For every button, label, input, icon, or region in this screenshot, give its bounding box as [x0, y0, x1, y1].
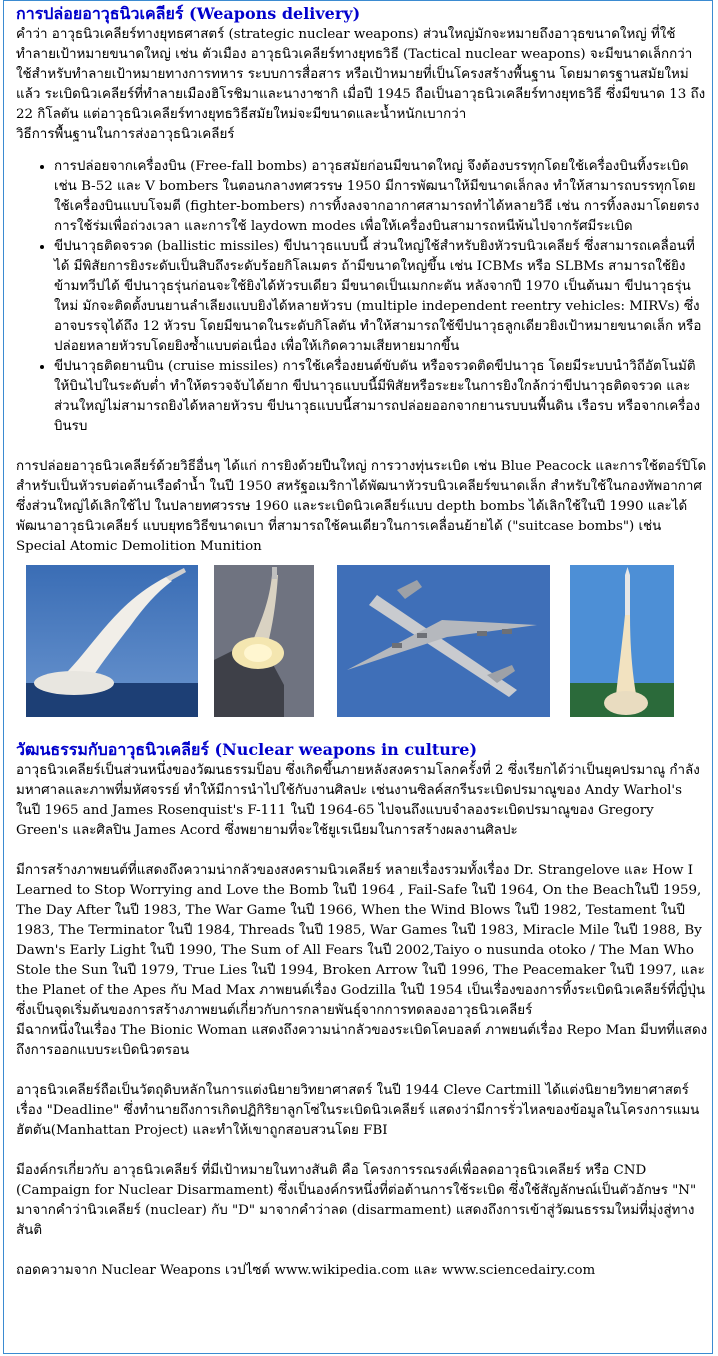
page-frame [3, 0, 713, 1354]
list-item-ballistic-missiles: • ขีปนาวุธติดจรวด (ballistic missiles) ขีปนาวุธแบบนี้ ส่วนใหญ่ใช้สำหรับยิงหัวรบนิวเคลียร์ ซึ่งสามารถเคลื่อนที่ได้ มีพิสัยการยิงระดับเป็นสิบถึงระดับร้อยกิโลเมตร ถ้ามีขนาดใหญ่ขึ้น เช่น ICBMs หรือ SLBMs สามารถใช้ยิงข้ามทวีปได้ ขีปนาวุธรุ่นก่อนจะใช้ยิงได้หัวรบเดียว มีขนาดเป็นเมกกะตัน หลังจากปี 1970 เป็นต้นมา ขีปนาวุธรุ่นใหม่ มักจะติดตั้งบนยานลำเลียงแบบยิงได้หลายหัวรบ (multiple independent reentry vehicles: MIRVs) ซึ่งอาจบรรจุได้ถึง 12 หัวรบ โดยมีขนาดในระดับกิโลตัน ทำให้สามารถใช้ขีปนาวุธลูกเดียวยิงเป้าหมายขนาดเล็ก หรือปล่อยหลายหัวรบโดยยิงซ้ำแบบต่อเนื่อง เพื่อให้เกิดความเสียหายมากขึ้น [54, 237, 710, 357]
other-delivery-methods: การปล่อยอาวุธนิวเคลียร์ด้วยวิธีอื่นๆ ได้แก่ การยิงด้วยปืนใหญ่ การวางทุ่นระเบิด เช่น Blue Peacock และการใช้ตอร์ปิโด สำหรับเป็นหัวรบต่อต้านเรือดำน้ำ ในปี 1950 สหรัฐอเมริกาได้พัฒนาหัวรบนิวเคลียร์ขนาดเล็ก สำหรับใช้ในกองทัพอากาศ ซึ่งส่วนใหญ่ได้เลิกใช้ไป ในปลายทศวรรษ 1960 และระเบิดนิวเคลียร์แบบ depth bombs ได้เลิกใช้ในปี 1990 และได้พัฒนาอาวุธนิวเคลียร์ แบบยุทธวิธีขนาดเบา ที่สามารถใช้คนเดียวในการเคลื่อนย้ายได้ ("suitcase bombs") เช่น Special Atomic Demolition Munition [16, 459, 707, 554]
culture-paragraph-films: มีการสร้างภาพยนต์ที่แสดงถึงความน่ากลัวของสงครามนิวเคลียร์ หลายเรื่องรวมทั้งเรื่อง Dr. Strangelove และ How I Learned to Stop Worrying and Love the Bomb ในปี 1964 , Fail-Safe ในปี 1964, On the Beachในปี 1959, The Day After ในปี 1983, The War Game ในปี 1966, When the Wind Blows ในปี 1982, Testament ในปี 1983, The Terminator ในปี 1984, Threads ในปี 1985, War Games ในปี 1983, Miracle Mile ในปี 1988, By Dawn's Early Light ในปี 1990, The Sum of All Fears ในปี 2002,Taiyo o nusunda otoko / The Man Who Stole the Sun ในปี 1979, True Lies ในปี 1994, Broken Arrow ในปี 1996, The Peacemaker ในปี 1997, และ the Planet of the Apes กับ Mad Max ภาพยนต์เรื่อง Godzilla ในปี 1954 เป็นเรื่องของการทิ้งระเบิดนิวเคลียร์ที่ญี่ปุ่น ซึ่งเป็นจุดเริ่มต้นของการสร้างภาพยนต์เกี่ยวกับการกลายพันธุ์จากการทดลองอาวุธนิวเคลียร์ [16, 863, 706, 1018]
weapons-delivery-intro: คำว่า อาวุธนิวเคลียร์ทางยุทธศาสตร์ (strategic nuclear weapons) ส่วนใหญ่มักจะหมายถึงอาวุธขนาดใหญ่ ที่ใช้ทำลายเป้าหมายขนาดใหญ่ เช่น ตัวเมือง อาวุธนิวเคลียร์ทางยุทธวิธี (Tactical nuclear weapons) จะมีขนาดเล็กกว่า ใช้สำหรับทำลายเป้าหมายทางการทหาร ระบบการสื่อสาร หรือเป้าหมายที่เป็นโครงสร้างพื้นฐาน โดยมาตรฐานสมัยใหม่แล้ว ระเบิดนิวเคลียร์ที่ทำลายเมืองฮิโรชิมาและนางาซากิ เมื่อปี 1945 ถือเป็นอาวุธนิวเคลียร์ทางยุทธวิธี ซึ่งมีขนาด 13 ถึง 22 กิโลตัน แต่อาวุธนิวเคลียร์ทางยุทธวิธีสมัยใหม่จะมีขนาดและน้ำหนักเบากว่า [16, 27, 706, 122]
culture-paragraph-cnd: มีองค์กรเกี่ยวกับ อาวุธนิวเคลียร์ ที่มีเป้าหมายในทางสันติ คือ โครงการรณรงค์เพื่อลดอาวุธนิวเคลียร์ หรือ CND (Campaign for Nuclear Disarmament) ซึ่งเป็นองค์กรหนึ่งที่ต่อต้านการใช้ระเบิด ซึ่งใช้สัญลักษณ์เป็นตัวอักษร "N" มาจากคำว่านิวเคลียร์ (nuclear) กับ "D" มาจากคำว่าลด (disarmament) แสดงถึงการเข้าสู่วัฒนธรรมใหม่ที่มุ่งสู่ทางสันติ [16, 1163, 697, 1238]
delivery-methods-list [16, 157, 710, 437]
delivery-methods-title: วิธีการพื้นฐานในการส่งอาวุธนิวเคลียร์ [16, 127, 235, 142]
list-item-cruise-missiles: • ขีปนาวุธติดยานบิน (cruise missiles) การใช้เครื่องยนต์ขับดัน หรือจรวดติดขีปนาวุธ โดยมีระบบนำวิถีอัตโนมัติ ให้บินไปในระดับต่ำ ทำให้ตรวจจับได้ยาก ขีปนาวุธแบบนี้มีพิสัยหรือระยะในการยิงใกล้กว่าขีปนาวุธติดจรวด และส่วนใหญ่ไม่สามารถยิงได้หลายหัวรบ ขีปนาวุธแบบนี้สามารถปล่อยออกจากยานรบบนพื้นดิน เรือรบ หรือจากเครื่องบินรบ [54, 357, 710, 437]
b52-bomber-photo [337, 565, 550, 717]
article-content [16, 3, 710, 1281]
ballistic-missile-launch-photo [570, 565, 674, 717]
photo-strip [26, 565, 710, 717]
ship-missile-launch-photo [214, 565, 314, 717]
nuclear-culture-heading: วัฒนธรรมกับอาวุธนิวเคลียร์ (Nuclear weapons in culture) [16, 740, 478, 759]
cruise-missile-launch-photo [26, 565, 198, 717]
weapons-delivery-heading: การปล่อยอาวุธนิวเคลียร์ (Weapons delivery) [16, 4, 361, 23]
list-item-free-fall-bombs: • การปล่อยจากเครื่องบิน (Free-fall bombs) อาวุธสมัยก่อนมีขนาดใหญ่ จึงต้องบรรทุกโดยใช้เครื่องบินทิ้งระเบิด เช่น B-52 และ V bombers ในตอนกลางทศวรรษ 1950 มีการพัฒนาให้มีขนาดเล็กลง ทำให้สามารถบรรทุกโดยใช้เครื่องบินแบบโจมตี (fighter-bombers) การทิ้งลงจากอากาศสามารถทำได้หลายวิธี เช่น การทิ้งลงมาโดยตรง การใช้ร่มเพื่อถ่วงเวลา และการใช้ laydown modes เพื่อให้เครื่องบินสามารถหนีพ้นไปจากรัศมีระเบิด [54, 157, 710, 237]
culture-paragraph-art: อาวุธนิวเคลียร์เป็นส่วนหนึ่งของวัฒนธรรมป็อบ ซึ่งเกิดขึ้นภายหลังสงครามโลกครั้งที่ 2 ซึ่งเรียกได้ว่าเป็นยุคปรมาณู กำลังมหาศาลและภาพที่มหัศจรรย์ ทำให้มีการนำไปใช้กับงานศิลปะ เช่นงานซิลค์สกรีนระเบิดปรมาณูของ Andy Warhol's ในปี 1965 and James Rosenquist's F-111 ในปี 1964-65 ไปจนถึงแบบจำลองระเบิดปรมาณูของ Gregory Green's และศิลปิน James Acord ซึ่งพยายามที่จะใช้ยูเรเนียมในการสร้างผลงานศิลปะ [16, 763, 700, 838]
culture-paragraph-tv: มีฉากหนึ่งในเรื่อง The Bionic Woman แสดงถึงความน่ากลัวของระเบิดโคบอลต์ ภาพยนต์เรื่อง Repo Man มีบทที่แสดงถึงการออกแบบระเบิดนิวตรอน [16, 1023, 708, 1058]
culture-paragraph-scifi: อาวุธนิวเคลียร์ถือเป็นวัตถุดิบหลักในการแต่งนิยายวิทยาศาสตร์ ในปี 1944 Cleve Cartmill ได้แต่งนิยายวิทยาศาสตร์ เรื่อง "Deadline" ซึ่งทำนายถึงการเกิดปฏิกิริยาลูกโซ่ในระเบิดนิวเคลียร์ แสดงว่ามีการรั่วไหลของข้อมูลในโครงการแมนฮัตตัน(Manhattan Project) และทำให้เขาถูกสอบสวนโดย FBI [16, 1083, 700, 1138]
source-credit: ถอดความจาก Nuclear Weapons เวปไซต์ www.wikipedia.com และ www.sciencedairy.com [16, 1263, 596, 1278]
